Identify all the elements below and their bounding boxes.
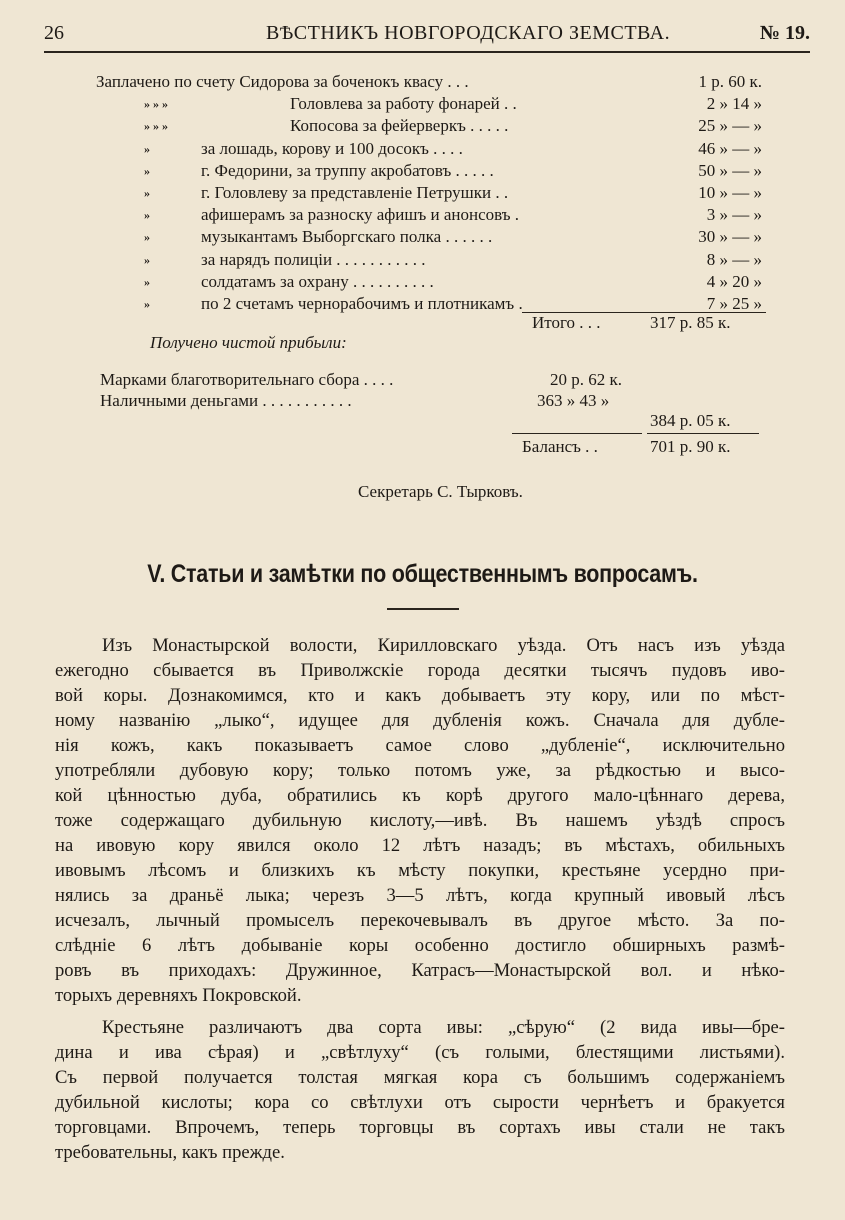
expense-description: Головлева за работу фонарей . . bbox=[290, 94, 517, 114]
expense-row bbox=[96, 182, 766, 204]
expense-amount: 46 » — » bbox=[698, 138, 762, 158]
ditto-mark: » bbox=[144, 252, 150, 267]
page-number: 26 bbox=[44, 22, 64, 44]
expense-row bbox=[96, 93, 766, 115]
section-separator bbox=[387, 608, 459, 610]
article-line: вой коры. Дознакомимся, кто и какъ добываетъ эту кору, или по мѣст- bbox=[55, 685, 785, 706]
expense-row bbox=[96, 271, 766, 293]
expense-row bbox=[96, 249, 766, 271]
article-line: ежегодно сбывается въ Приволжскіе города десятки тысячъ пудовъ иво- bbox=[55, 660, 785, 681]
ditto-mark: » bbox=[144, 185, 150, 200]
header-rule bbox=[44, 51, 810, 53]
expense-amount: 2 » 14 » bbox=[706, 94, 762, 114]
expense-description: Копосова за фейерверкъ . . . . . bbox=[290, 116, 509, 136]
expense-description: за лошадь, корову и 100 досокъ . . . . bbox=[201, 138, 463, 158]
article-line: Изъ Монастырской волости, Кирилловскаго уѣзда. Отъ насъ изъ уѣзда bbox=[102, 635, 785, 656]
ditto-mark: » bbox=[144, 274, 150, 289]
expense-amount: 25 » — » bbox=[698, 116, 762, 136]
secretary-signature: Секретарь С. Тырковъ. bbox=[358, 482, 523, 501]
article-line: на ивовую кору явился около 12 лѣтъ назадъ; въ мѣстахъ, обильныхъ bbox=[55, 835, 785, 856]
expense-amount: 10 » — » bbox=[698, 182, 762, 202]
ditto-mark: » » » bbox=[144, 119, 168, 134]
article-line: тоже содержащаго дубильную кислоту,—ивѣ. Въ нашемъ уѣздѣ спросъ bbox=[55, 810, 785, 831]
article-line: слѣдніе 6 лѣтъ добываніе коры особенно достигло обширныхъ размѣ- bbox=[55, 935, 785, 956]
expense-description: по 2 счетамъ чернорабочимъ и плотникамъ . bbox=[201, 293, 523, 313]
expense-amount: 8 » — » bbox=[706, 249, 762, 269]
article-line: исчезалъ, лычный промыселъ перекочевывалъ въ другое мѣсто. За по- bbox=[55, 910, 785, 931]
ditto-mark: » bbox=[144, 141, 150, 156]
expense-description: афишерамъ за разноску афишъ и анонсовъ . bbox=[201, 205, 520, 225]
expense-description: за нарядъ полиціи . . . . . . . . . . . bbox=[201, 249, 426, 269]
expense-amount: 4 » 20 » bbox=[706, 271, 762, 291]
article-line: Крестьяне различаютъ два сорта ивы: „сѣрую“ (2 вида ивы—бре- bbox=[102, 1017, 785, 1038]
income-amount: 363 » 43 » bbox=[537, 391, 610, 410]
expense-description: г. Федорини, за труппу акробатовъ . . . . . bbox=[201, 160, 494, 180]
expense-row bbox=[96, 71, 766, 93]
expense-amount: 7 » 25 » bbox=[706, 293, 762, 313]
section-title: V. Статьи и замѣтки по общественнымъ вопросамъ. bbox=[147, 560, 698, 588]
article-line: ному названію „лыко“, идущее для дубленія кожъ. Сначала для дубле- bbox=[55, 710, 785, 731]
article-line: нялись за драньё лыка; черезъ 3—5 лѣтъ, когда крупный ивовый лѣсъ bbox=[55, 885, 785, 906]
ditto-mark: » bbox=[144, 230, 150, 245]
balance-rule bbox=[647, 433, 759, 434]
expense-amount: 50 » — » bbox=[698, 160, 762, 180]
expense-total-label: Итого . . . bbox=[532, 313, 601, 332]
article-line: ровъ въ приходахъ: Дружинное, Катрасъ—Монастырской вол. и нѣко- bbox=[55, 960, 785, 981]
expense-row bbox=[96, 204, 766, 226]
article-line: употребляли дубовую кору; только потомъ уже, за рѣдкостью и высо- bbox=[55, 760, 785, 781]
expense-table bbox=[96, 71, 766, 315]
expense-row bbox=[96, 160, 766, 182]
article-line: дина и ива сѣрая) и „свѣтлуху“ (съ голыми, блестящими листьями). bbox=[55, 1042, 785, 1063]
income-subtotal: 384 р. 05 к. bbox=[650, 411, 731, 430]
income-label: Наличными деньгами . . . . . . . . . . . bbox=[100, 391, 352, 410]
article-line: Съ первой получается толстая мягкая кора съ большимъ содержаніемъ bbox=[55, 1067, 785, 1088]
expense-amount: 30 » — » bbox=[698, 227, 762, 247]
expense-total-amount: 317 р. 85 к. bbox=[650, 313, 731, 332]
page-header bbox=[44, 20, 810, 50]
expense-amount: 3 » — » bbox=[706, 205, 762, 225]
expense-row bbox=[96, 138, 766, 160]
expense-amount: 1 р. 60 к. bbox=[698, 72, 762, 91]
balance-rule bbox=[512, 433, 642, 434]
balance-label: Балансъ . . bbox=[522, 437, 598, 456]
article-line: торыхъ деревняхъ Покровской. bbox=[55, 985, 302, 1006]
expense-description: г. Головлеву за представленіе Петрушки . . bbox=[201, 182, 509, 202]
ditto-mark: » bbox=[144, 163, 150, 178]
balance-amount: 701 р. 90 к. bbox=[650, 437, 731, 456]
article-line: дубильной кислоты; кора со свѣтлухи отъ сырости чернѣетъ и бракуется bbox=[55, 1092, 785, 1113]
issue-number: № 19. bbox=[759, 22, 810, 44]
income-amount: 20 р. 62 к. bbox=[550, 370, 623, 389]
article-line: требовательны, какъ прежде. bbox=[55, 1142, 285, 1163]
expense-row bbox=[96, 226, 766, 248]
ditto-mark: » bbox=[144, 208, 150, 223]
article-line: нія кожъ, какъ показываетъ самое слово „дубленіе“, исключительно bbox=[55, 735, 785, 756]
ditto-mark: » » » bbox=[144, 97, 168, 112]
expense-description: солдатамъ за охрану . . . . . . . . . . bbox=[201, 271, 434, 291]
article-line: торговцами. Впрочемъ, теперь торговцы въ сортахъ ивы стали не такъ bbox=[55, 1117, 785, 1138]
income-label: Марками благотворительнаго сбора . . . . bbox=[100, 370, 394, 389]
article-line: ивовымъ лѣсомъ и близкихъ къ мѣсту покупки, крестьяне усердно при- bbox=[55, 860, 785, 881]
expense-description: музыкантамъ Выборгскаго полка . . . . . . bbox=[201, 227, 493, 247]
journal-title: ВѢСТНИКЪ НОВГОРОДСКАГО ЗЕМСТВА. bbox=[266, 22, 671, 44]
expense-row bbox=[96, 115, 766, 137]
ditto-mark: » bbox=[144, 296, 150, 311]
expense-description: Заплачено по счету Сидорова за боченокъ квасу . . . bbox=[96, 72, 469, 91]
income-heading: Получено чистой прибыли: bbox=[150, 333, 347, 352]
article-line: кой цѣнностью дуба, обратились къ корѣ другого мало-цѣннаго дерева, bbox=[55, 785, 785, 806]
